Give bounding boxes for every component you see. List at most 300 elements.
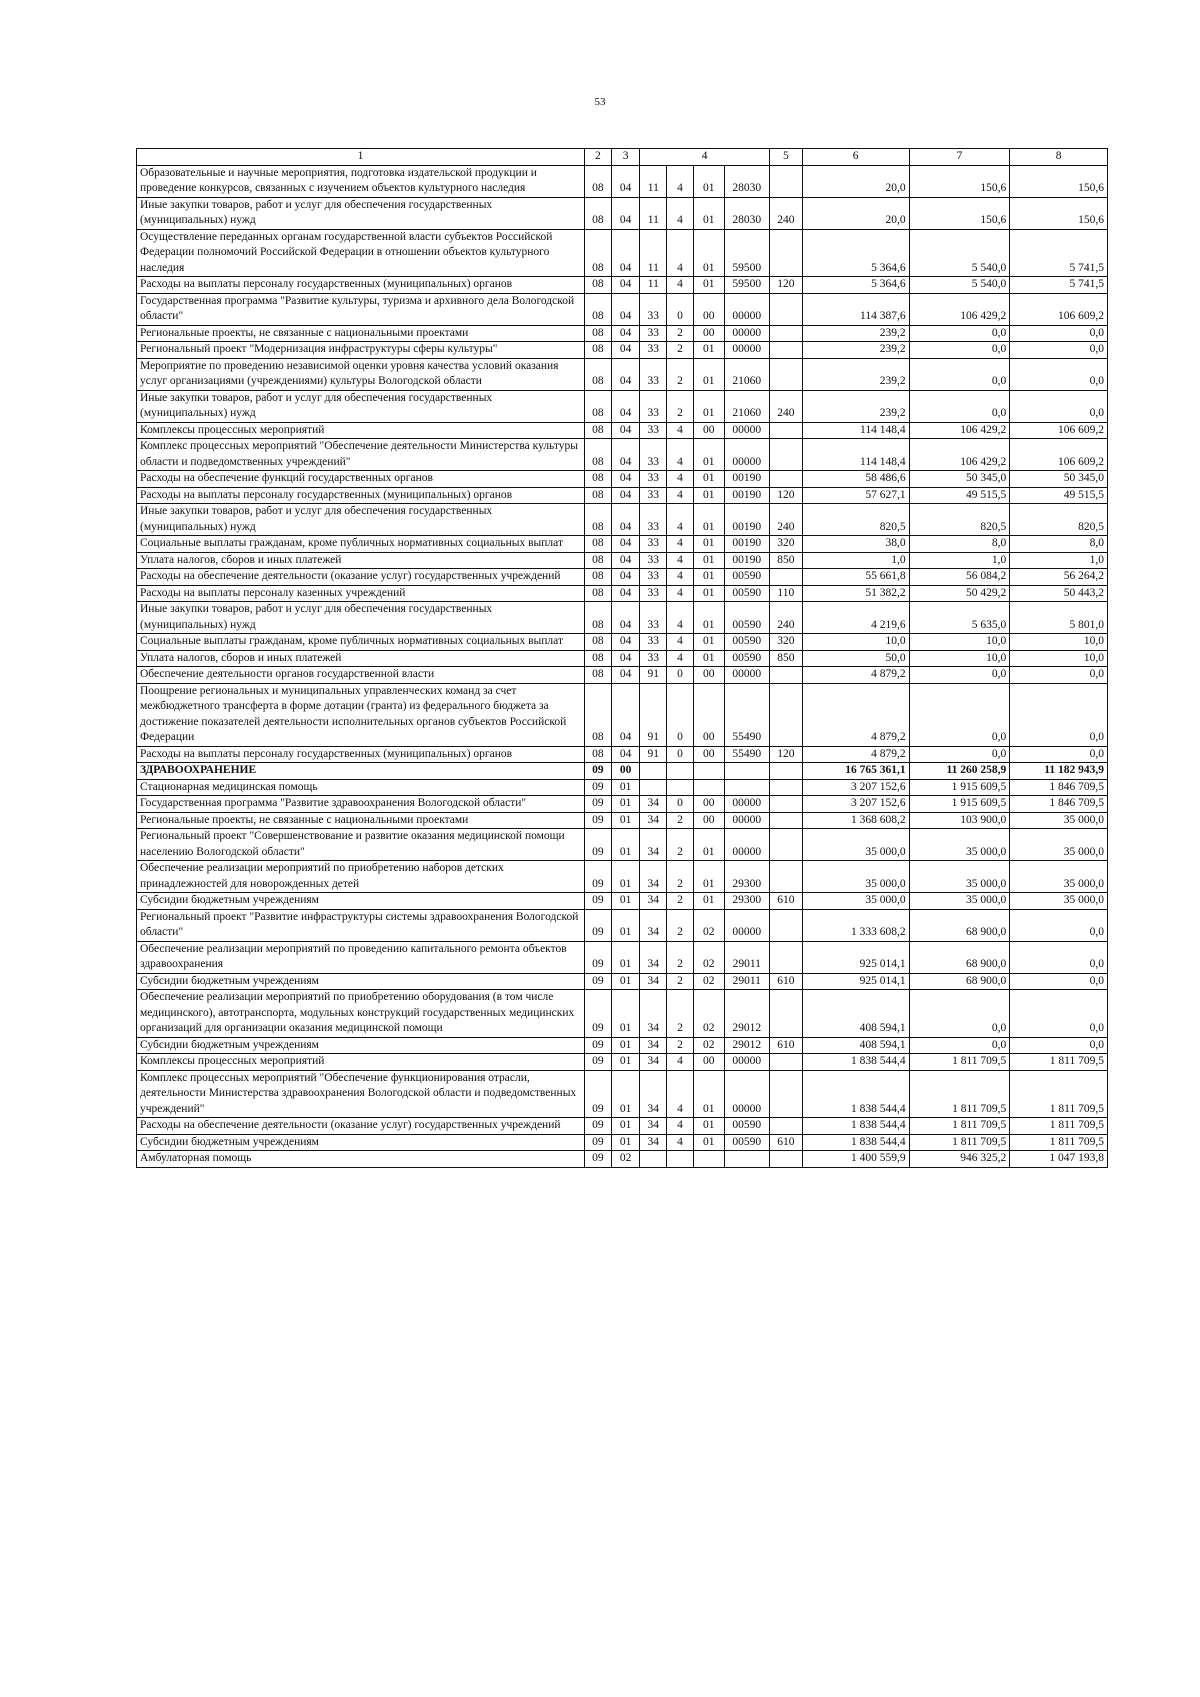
amount-col7-cell: 103 900,0 [909,812,1010,829]
subprogram-code-cell: 4 [667,277,694,294]
event-code-cell: 01 [693,893,724,910]
event-code-cell: 01 [693,1134,724,1151]
subprogram-code-cell: 4 [667,439,694,471]
direction-code-cell: 00190 [724,536,769,553]
table-row [137,390,1108,422]
event-code-cell: 01 [693,602,724,634]
table-row [137,342,1108,359]
subprogram-code-cell: 2 [667,990,694,1038]
expense-type-cell [769,358,802,390]
amount-col8-cell: 150,6 [1010,165,1108,197]
table-row [137,165,1108,197]
row-name-cell: Иные закупки товаров, работ и услуг для обеспечения государственных (муниципальных) нужд [137,504,585,536]
amount-col8-cell: 10,0 [1010,634,1108,651]
amount-col8-cell: 5 741,5 [1010,229,1108,277]
program-code-cell: 33 [640,602,667,634]
expense-type-cell: 240 [769,197,802,229]
amount-col7-cell: 35 000,0 [909,829,1010,861]
direction-code-cell: 00190 [724,552,769,569]
direction-code-cell: 00000 [724,829,769,861]
amount-col7-cell: 50 345,0 [909,471,1010,488]
expense-type-cell: 120 [769,746,802,763]
subsection-code-cell: 01 [611,893,640,910]
section-code-cell: 09 [584,893,611,910]
row-name-cell: Субсидии бюджетным учреждениям [137,1037,585,1054]
row-name-cell: Обеспечение реализации мероприятий по проведению капитального ремонта объектов здравоохранения [137,941,585,973]
subsection-code-cell: 01 [611,1037,640,1054]
table-row [137,1037,1108,1054]
table-row [137,487,1108,504]
expense-type-cell [769,325,802,342]
amount-col7-cell: 5 540,0 [909,277,1010,294]
amount-col8-cell: 0,0 [1010,941,1108,973]
section-code-cell: 08 [584,746,611,763]
amount-col8-cell: 56 264,2 [1010,569,1108,586]
table-row [137,893,1108,910]
amount-col8-cell: 8,0 [1010,536,1108,553]
subprogram-code-cell: 4 [667,1134,694,1151]
subprogram-code-cell [667,779,694,796]
expense-type-cell [769,293,802,325]
amount-col7-cell: 0,0 [909,358,1010,390]
subprogram-code-cell: 2 [667,812,694,829]
amount-col6-cell: 1 333 608,2 [802,909,909,941]
amount-col6-cell: 3 207 152,6 [802,779,909,796]
direction-code-cell: 00590 [724,650,769,667]
amount-col8-cell: 0,0 [1010,325,1108,342]
direction-code-cell: 21060 [724,358,769,390]
amount-col6-cell: 4 879,2 [802,746,909,763]
amount-col7-cell: 0,0 [909,390,1010,422]
amount-col7-cell: 1 915 609,5 [909,796,1010,813]
event-code-cell [693,763,724,780]
subsection-code-cell: 01 [611,779,640,796]
event-code-cell: 02 [693,1037,724,1054]
table-body [137,165,1108,1167]
subsection-code-cell: 04 [611,390,640,422]
section-code-cell: 08 [584,552,611,569]
subsection-code-cell: 04 [611,504,640,536]
direction-code-cell: 00190 [724,471,769,488]
amount-col8-cell: 0,0 [1010,667,1108,684]
expense-type-cell [769,829,802,861]
row-name-cell: Обеспечение реализации мероприятий по приобретению оборудования (в том числе медицинского), автотранспорта, модульных конструкций государственных медицинских организаций для организации оказания медицинской помощи [137,990,585,1038]
subsection-code-cell: 01 [611,1118,640,1135]
expense-type-cell: 610 [769,973,802,990]
direction-code-cell [724,1151,769,1168]
table-row [137,812,1108,829]
subsection-code-cell: 01 [611,990,640,1038]
amount-col6-cell: 239,2 [802,325,909,342]
amount-col7-cell: 150,6 [909,197,1010,229]
table-row [137,552,1108,569]
subprogram-code-cell: 4 [667,585,694,602]
section-code-cell: 08 [584,602,611,634]
program-code-cell: 33 [640,439,667,471]
subsection-code-cell: 04 [611,536,640,553]
subsection-code-cell: 04 [611,165,640,197]
table-row [137,277,1108,294]
expense-type-cell: 240 [769,602,802,634]
program-code-cell: 34 [640,1070,667,1118]
program-code-cell: 34 [640,1037,667,1054]
direction-code-cell: 00000 [724,342,769,359]
program-code-cell: 33 [640,487,667,504]
row-name-cell: Социальные выплаты гражданам, кроме публичных нормативных социальных выплат [137,634,585,651]
expense-type-cell [769,1054,802,1071]
amount-col6-cell: 1 838 544,4 [802,1134,909,1151]
amount-col8-cell: 1 811 709,5 [1010,1134,1108,1151]
row-name-cell: Обеспечение деятельности органов государственной власти [137,667,585,684]
expense-type-cell: 110 [769,585,802,602]
amount-col6-cell: 20,0 [802,165,909,197]
direction-code-cell: 00590 [724,1134,769,1151]
amount-col7-cell: 0,0 [909,667,1010,684]
table-row [137,829,1108,861]
subsection-code-cell: 04 [611,602,640,634]
event-code-cell: 01 [693,358,724,390]
section-code-cell: 08 [584,504,611,536]
amount-col6-cell: 4 219,6 [802,602,909,634]
program-code-cell: 11 [640,229,667,277]
direction-code-cell: 29300 [724,893,769,910]
direction-code-cell: 00000 [724,812,769,829]
expense-type-cell [769,1070,802,1118]
event-code-cell: 02 [693,909,724,941]
event-code-cell: 01 [693,504,724,536]
subprogram-code-cell: 2 [667,358,694,390]
direction-code-cell: 00000 [724,325,769,342]
amount-col8-cell: 0,0 [1010,990,1108,1038]
row-name-cell: ЗДРАВООХРАНЕНИЕ [137,763,585,780]
program-code-cell: 33 [640,390,667,422]
subsection-code-cell: 02 [611,1151,640,1168]
amount-col8-cell: 0,0 [1010,909,1108,941]
subprogram-code-cell: 0 [667,683,694,746]
event-code-cell: 00 [693,746,724,763]
section-code-cell: 08 [584,165,611,197]
section-code-cell: 08 [584,487,611,504]
amount-col7-cell: 68 900,0 [909,973,1010,990]
section-code-cell: 08 [584,342,611,359]
expense-type-cell [769,165,802,197]
program-code-cell: 33 [640,552,667,569]
section-code-cell: 08 [584,634,611,651]
subsection-code-cell: 04 [611,197,640,229]
row-name-cell: Расходы на обеспечение деятельности (оказание услуг) государственных учреждений [137,1118,585,1135]
section-code-cell: 09 [584,1037,611,1054]
amount-col6-cell: 1 838 544,4 [802,1070,909,1118]
amount-col6-cell: 57 627,1 [802,487,909,504]
event-code-cell [693,1151,724,1168]
amount-col6-cell: 820,5 [802,504,909,536]
amount-col8-cell: 1,0 [1010,552,1108,569]
expense-type-cell [769,990,802,1038]
subprogram-code-cell: 4 [667,422,694,439]
section-code-cell: 09 [584,779,611,796]
event-code-cell: 01 [693,536,724,553]
direction-code-cell: 59500 [724,229,769,277]
amount-col7-cell: 8,0 [909,536,1010,553]
section-code-cell: 09 [584,990,611,1038]
amount-col8-cell: 150,6 [1010,197,1108,229]
amount-col7-cell: 0,0 [909,683,1010,746]
subprogram-code-cell: 0 [667,796,694,813]
amount-col7-cell: 68 900,0 [909,909,1010,941]
program-code-cell: 34 [640,893,667,910]
expense-type-cell [769,422,802,439]
table-row [137,763,1108,780]
expense-type-cell [769,941,802,973]
subsection-code-cell: 04 [611,342,640,359]
table-row [137,650,1108,667]
row-name-cell: Расходы на выплаты персоналу государственных (муниципальных) органов [137,487,585,504]
table-row [137,1118,1108,1135]
amount-col6-cell: 4 879,2 [802,683,909,746]
amount-col8-cell: 5 741,5 [1010,277,1108,294]
row-name-cell: Субсидии бюджетным учреждениям [137,1134,585,1151]
amount-col7-cell: 150,6 [909,165,1010,197]
table-row [137,861,1108,893]
subprogram-code-cell: 2 [667,342,694,359]
event-code-cell [693,779,724,796]
section-code-cell: 08 [584,536,611,553]
row-name-cell: Мероприятие по проведению независимой оценки уровня качества условий оказания услуг организациями (учреждениями) культуры Вологодской области [137,358,585,390]
amount-col6-cell: 239,2 [802,342,909,359]
event-code-cell: 02 [693,941,724,973]
expense-type-cell [769,812,802,829]
subsection-code-cell: 01 [611,941,640,973]
subsection-code-cell: 04 [611,683,640,746]
subprogram-code-cell: 4 [667,1070,694,1118]
amount-col6-cell: 925 014,1 [802,941,909,973]
row-name-cell: Стационарная медицинская помощь [137,779,585,796]
expense-type-cell: 120 [769,487,802,504]
program-code-cell: 34 [640,1134,667,1151]
program-code-cell: 34 [640,909,667,941]
amount-col6-cell: 408 594,1 [802,1037,909,1054]
amount-col7-cell: 946 325,2 [909,1151,1010,1168]
direction-code-cell: 28030 [724,165,769,197]
header-cell: 3 [611,149,640,166]
amount-col6-cell: 3 207 152,6 [802,796,909,813]
program-code-cell [640,779,667,796]
event-code-cell: 01 [693,585,724,602]
expense-type-cell [769,569,802,586]
subprogram-code-cell: 0 [667,667,694,684]
amount-col8-cell: 0,0 [1010,973,1108,990]
direction-code-cell: 00190 [724,487,769,504]
subprogram-code-cell: 4 [667,1054,694,1071]
section-code-cell: 09 [584,812,611,829]
row-name-cell: Расходы на обеспечение функций государственных органов [137,471,585,488]
event-code-cell: 01 [693,197,724,229]
program-code-cell: 91 [640,746,667,763]
expense-type-cell [769,861,802,893]
expense-type-cell [769,763,802,780]
row-name-cell: Региональные проекты, не связанные с национальными проектами [137,325,585,342]
amount-col6-cell: 239,2 [802,358,909,390]
amount-col8-cell: 0,0 [1010,390,1108,422]
amount-col7-cell: 1 811 709,5 [909,1054,1010,1071]
event-code-cell: 01 [693,342,724,359]
event-code-cell: 01 [693,277,724,294]
row-name-cell: Региональный проект "Модернизация инфраструктуры сферы культуры" [137,342,585,359]
subsection-code-cell: 04 [611,471,640,488]
subprogram-code-cell: 4 [667,650,694,667]
section-code-cell: 09 [584,973,611,990]
row-name-cell: Комплекс процессных мероприятий "Обеспечение деятельности Министерства культуры области и подведомственных учреждений" [137,439,585,471]
amount-col7-cell: 1 811 709,5 [909,1134,1010,1151]
amount-col8-cell: 0,0 [1010,683,1108,746]
direction-code-cell: 55490 [724,683,769,746]
amount-col8-cell: 0,0 [1010,342,1108,359]
amount-col8-cell: 35 000,0 [1010,893,1108,910]
expense-type-cell [769,909,802,941]
row-name-cell: Расходы на выплаты персоналу государственных (муниципальных) органов [137,746,585,763]
direction-code-cell: 00590 [724,602,769,634]
subprogram-code-cell: 2 [667,829,694,861]
expense-type-cell: 610 [769,1134,802,1151]
subsection-code-cell: 01 [611,1070,640,1118]
program-code-cell: 34 [640,973,667,990]
amount-col6-cell: 10,0 [802,634,909,651]
expense-type-cell: 850 [769,552,802,569]
section-code-cell: 09 [584,1151,611,1168]
row-name-cell: Комплексы процессных мероприятий [137,1054,585,1071]
header-cell: 8 [1010,149,1108,166]
expense-type-cell: 240 [769,390,802,422]
amount-col8-cell: 1 846 709,5 [1010,779,1108,796]
event-code-cell: 02 [693,973,724,990]
amount-col8-cell: 50 443,2 [1010,585,1108,602]
table-row [137,990,1108,1038]
program-code-cell: 33 [640,293,667,325]
subsection-code-cell: 04 [611,293,640,325]
amount-col6-cell: 1 400 559,9 [802,1151,909,1168]
amount-col8-cell: 49 515,5 [1010,487,1108,504]
amount-col6-cell: 55 661,8 [802,569,909,586]
row-name-cell: Амбулаторная помощь [137,1151,585,1168]
amount-col7-cell: 35 000,0 [909,861,1010,893]
page-number: 53 [594,96,606,108]
event-code-cell: 01 [693,229,724,277]
expense-type-cell: 850 [769,650,802,667]
subprogram-code-cell: 4 [667,602,694,634]
program-code-cell: 34 [640,861,667,893]
section-code-cell: 08 [584,439,611,471]
event-code-cell: 02 [693,990,724,1038]
direction-code-cell: 00000 [724,909,769,941]
subsection-code-cell: 04 [611,325,640,342]
event-code-cell: 01 [693,439,724,471]
amount-col6-cell: 20,0 [802,197,909,229]
subsection-code-cell: 04 [611,667,640,684]
table-row [137,358,1108,390]
program-code-cell: 91 [640,667,667,684]
program-code-cell: 33 [640,634,667,651]
section-code-cell: 08 [584,325,611,342]
subsection-code-cell: 01 [611,861,640,893]
subprogram-code-cell [667,763,694,780]
amount-col6-cell: 35 000,0 [802,861,909,893]
event-code-cell: 01 [693,569,724,586]
subprogram-code-cell: 2 [667,325,694,342]
subprogram-code-cell: 4 [667,504,694,536]
direction-code-cell: 28030 [724,197,769,229]
header-row [137,149,1108,166]
amount-col8-cell: 0,0 [1010,1037,1108,1054]
subprogram-code-cell: 2 [667,909,694,941]
row-name-cell: Иные закупки товаров, работ и услуг для обеспечения государственных (муниципальных) нужд [137,390,585,422]
row-name-cell: Государственная программа "Развитие культуры, туризма и архивного дела Вологодской области" [137,293,585,325]
program-code-cell [640,763,667,780]
amount-col6-cell: 408 594,1 [802,990,909,1038]
subprogram-code-cell: 4 [667,634,694,651]
expense-type-cell [769,667,802,684]
amount-col7-cell: 1 915 609,5 [909,779,1010,796]
table-row [137,536,1108,553]
expense-type-cell [769,1151,802,1168]
row-name-cell: Иные закупки товаров, работ и услуг для обеспечения государственных (муниципальных) нужд [137,602,585,634]
program-code-cell: 34 [640,796,667,813]
row-name-cell: Региональный проект "Развитие инфраструктуры системы здравоохранения Вологодской области" [137,909,585,941]
amount-col8-cell: 35 000,0 [1010,829,1108,861]
amount-col7-cell: 0,0 [909,990,1010,1038]
header-cell: 4 [640,149,769,166]
expense-type-cell [769,342,802,359]
expense-type-cell [769,229,802,277]
section-code-cell: 08 [584,667,611,684]
row-name-cell: Региональные проекты, не связанные с национальными проектами [137,812,585,829]
amount-col6-cell: 58 486,6 [802,471,909,488]
program-code-cell: 33 [640,471,667,488]
expense-type-cell: 120 [769,277,802,294]
section-code-cell: 08 [584,229,611,277]
subsection-code-cell: 01 [611,973,640,990]
subsection-code-cell: 04 [611,439,640,471]
amount-col6-cell: 35 000,0 [802,893,909,910]
expense-type-cell: 610 [769,893,802,910]
section-code-cell: 09 [584,1070,611,1118]
amount-col7-cell: 0,0 [909,342,1010,359]
subsection-code-cell: 01 [611,1054,640,1071]
table-row [137,941,1108,973]
amount-col8-cell: 35 000,0 [1010,812,1108,829]
section-code-cell: 08 [584,277,611,294]
amount-col7-cell: 35 000,0 [909,893,1010,910]
direction-code-cell: 29011 [724,973,769,990]
amount-col8-cell: 1 811 709,5 [1010,1118,1108,1135]
amount-col7-cell: 0,0 [909,325,1010,342]
row-name-cell: Субсидии бюджетным учреждениям [137,893,585,910]
subsection-code-cell: 04 [611,277,640,294]
amount-col8-cell: 1 047 193,8 [1010,1151,1108,1168]
program-code-cell: 33 [640,650,667,667]
row-name-cell: Расходы на выплаты персоналу государственных (муниципальных) органов [137,277,585,294]
amount-col8-cell: 1 811 709,5 [1010,1070,1108,1118]
amount-col6-cell: 1 838 544,4 [802,1118,909,1135]
program-code-cell: 11 [640,277,667,294]
table-row [137,634,1108,651]
table-row [137,1070,1108,1118]
event-code-cell: 00 [693,422,724,439]
section-code-cell: 08 [584,471,611,488]
amount-col6-cell: 51 382,2 [802,585,909,602]
direction-code-cell: 29300 [724,861,769,893]
amount-col8-cell: 0,0 [1010,358,1108,390]
subsection-code-cell: 04 [611,585,640,602]
